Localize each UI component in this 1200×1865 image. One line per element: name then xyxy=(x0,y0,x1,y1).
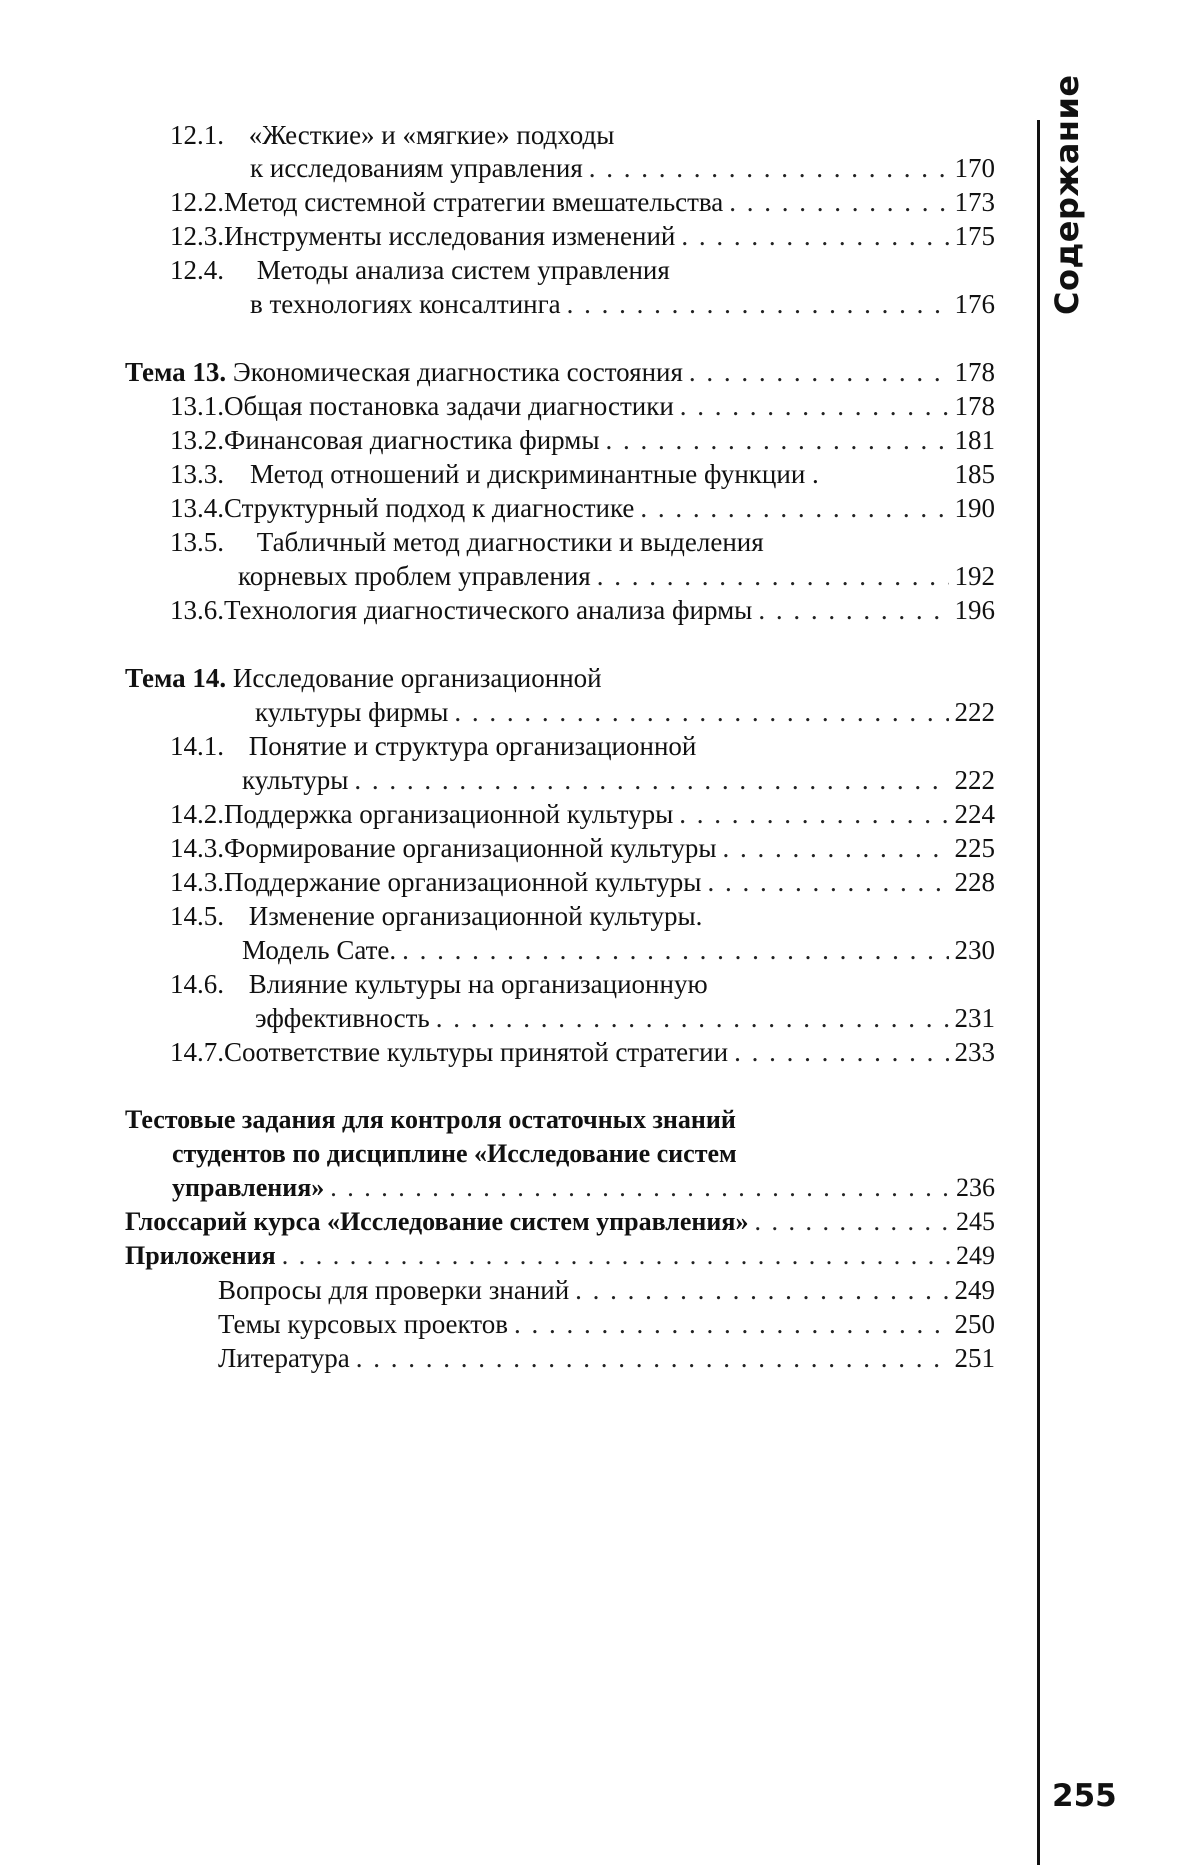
toc-tests[interactable] xyxy=(172,1173,995,1203)
toc-item-12-4[interactable] xyxy=(250,289,995,320)
item-number: 13.3. xyxy=(170,459,224,489)
dot-leader xyxy=(754,1207,950,1237)
toc-item-13-4[interactable] xyxy=(170,493,995,524)
dot-leader xyxy=(734,1037,948,1068)
toc-appendices[interactable] xyxy=(125,1241,995,1271)
dot-leader xyxy=(681,221,948,252)
page-ref: 225 xyxy=(954,833,995,863)
dot-leader xyxy=(575,1275,948,1306)
dot-leader xyxy=(330,1173,950,1203)
item-title: «Жесткие» и «мягкие» подходы xyxy=(248,120,615,150)
dot-leader xyxy=(567,289,949,320)
toc-item-13-5[interactable] xyxy=(238,561,995,592)
toc-glossary[interactable] xyxy=(125,1207,995,1237)
toc-item-14-6-line-1 xyxy=(170,969,708,1000)
page-ref: 249 xyxy=(954,1275,995,1305)
page-ref: 173 xyxy=(954,187,995,217)
dot-leader xyxy=(402,935,948,966)
dot-leader xyxy=(729,187,948,218)
toc-item-14-5[interactable] xyxy=(242,935,995,966)
page-ref: 249 xyxy=(956,1241,995,1270)
item-title: Темы курсовых проектов xyxy=(218,1309,508,1339)
page-number: 255 xyxy=(1052,1778,1117,1814)
item-title: Финансовая диагностика фирмы xyxy=(224,425,600,455)
item-title: Общая постановка задачи диагностики xyxy=(224,391,674,421)
dot-leader xyxy=(454,697,948,728)
dot-leader xyxy=(689,357,949,388)
dot-leader xyxy=(722,833,948,864)
page-ref: 222 xyxy=(954,697,995,727)
item-title: Понятие и структура организационной xyxy=(248,731,697,761)
page-ref: 178 xyxy=(954,391,995,421)
item-title: Структурный подход к диагностике xyxy=(224,493,635,523)
item-number: 12.1. xyxy=(170,120,224,150)
item-number: 14.5. xyxy=(170,901,224,931)
item-title: Поддержание организационной культуры xyxy=(224,867,702,897)
toc-item-12-1-line-1 xyxy=(170,120,614,151)
toc-item-12-3[interactable] xyxy=(170,221,995,252)
toc-item-14-3[interactable] xyxy=(170,833,995,864)
item-title: Вопросы для проверки знаний xyxy=(218,1275,570,1305)
dot-leader xyxy=(597,561,949,592)
item-number: 12.2. xyxy=(170,187,224,217)
page-ref: 231 xyxy=(954,1003,995,1033)
page-ref: 251 xyxy=(954,1343,995,1373)
dot-leader xyxy=(679,799,948,830)
toc-item-13-5-line-1 xyxy=(170,527,764,558)
page-ref: 192 xyxy=(954,561,995,591)
item-number: 14.3. xyxy=(170,833,224,863)
toc-appendix-questions[interactable] xyxy=(218,1275,995,1306)
item-title: Соответствие культуры принятой стратегии xyxy=(224,1037,729,1067)
dot-leader xyxy=(640,493,948,524)
toc-item-14-2[interactable] xyxy=(170,799,995,830)
dot-leader xyxy=(606,425,949,456)
topic-label: Тема 14. xyxy=(125,663,227,693)
side-rule xyxy=(1037,120,1040,1865)
dot-leader xyxy=(436,1003,949,1034)
dot-leader xyxy=(514,1309,949,1340)
item-number: 13.6. xyxy=(170,595,224,625)
page-ref: 181 xyxy=(954,425,995,455)
item-number: 13.1. xyxy=(170,391,224,421)
dot-leader xyxy=(282,1241,950,1271)
item-number: 13.5. xyxy=(170,527,224,557)
toc-item-13-1[interactable] xyxy=(170,391,995,422)
dot-leader xyxy=(356,1343,949,1374)
item-title: Глоссарий курса «Исследование систем управления» xyxy=(125,1207,749,1236)
toc-item-14-5-line-1 xyxy=(170,901,702,932)
item-title: Приложения xyxy=(125,1241,276,1270)
topic-title: Исследование организационной xyxy=(232,663,602,693)
topic-label: Тема 13. xyxy=(125,357,227,387)
page-ref: 233 xyxy=(954,1037,995,1067)
page-ref: 230 xyxy=(954,935,995,965)
dot-leader xyxy=(680,391,949,422)
item-title: к исследованиям управления xyxy=(250,153,583,183)
item-number: 14.2. xyxy=(170,799,224,829)
item-title: Методы анализа систем управления xyxy=(256,255,670,285)
running-header: Содержание xyxy=(1048,74,1086,315)
toc-item-12-1[interactable] xyxy=(250,153,995,184)
item-title: студентов по дисциплине «Исследование систем xyxy=(172,1139,737,1168)
page-ref: 185 xyxy=(954,459,995,489)
toc-tests-line-2 xyxy=(172,1139,737,1169)
item-title: в технологиях консалтинга xyxy=(250,289,561,319)
toc-appendix-literature[interactable] xyxy=(218,1343,995,1374)
item-title: Тестовые задания для контроля остаточных знаний xyxy=(125,1105,736,1134)
topic-title: Экономическая диагностика состояния xyxy=(232,357,683,387)
item-number: 14.6. xyxy=(170,969,224,999)
page-ref: 222 xyxy=(954,765,995,795)
toc-item-13-6[interactable] xyxy=(170,595,995,626)
item-title: Инструменты исследования изменений xyxy=(224,221,676,251)
item-title: Формирование организационной культуры xyxy=(224,833,717,863)
item-title: корневых проблем управления xyxy=(238,561,591,591)
toc-item-14-4[interactable] xyxy=(170,867,995,898)
toc-item-14-1[interactable] xyxy=(242,765,995,796)
item-number: 14.3. xyxy=(170,867,224,897)
dot-leader xyxy=(589,153,949,184)
item-title: Технология диагностического анализа фирмы xyxy=(224,595,753,625)
page-ref: 178 xyxy=(954,357,995,387)
toc-item-14-1-line-1 xyxy=(170,731,696,762)
item-number: 12.4. xyxy=(170,255,224,285)
item-title: культуры xyxy=(242,765,349,795)
page-ref: 190 xyxy=(954,493,995,523)
page-ref: 224 xyxy=(954,799,995,829)
dot-leader xyxy=(758,595,948,626)
item-number: 14.1. xyxy=(170,731,224,761)
item-title: управления» xyxy=(172,1173,325,1202)
toc-item-14-6[interactable] xyxy=(255,1003,995,1034)
dot-leader xyxy=(707,867,948,898)
item-title: Изменение организационной культуры. xyxy=(248,901,703,931)
item-number: 13.4. xyxy=(170,493,224,523)
page-ref: 228 xyxy=(954,867,995,897)
page-ref: 245 xyxy=(956,1207,995,1236)
page-ref: 170 xyxy=(954,153,995,183)
item-title: эффективность xyxy=(255,1003,430,1033)
item-number: 12.3. xyxy=(170,221,224,251)
item-title: Модель Сате. xyxy=(242,935,397,965)
toc-item-13-2[interactable] xyxy=(170,425,995,456)
topic-title: культуры фирмы xyxy=(255,697,449,727)
toc-item-12-2[interactable] xyxy=(170,187,995,218)
page-ref: 196 xyxy=(954,595,995,625)
toc-tests-line-1 xyxy=(125,1105,736,1135)
toc-item-14-7[interactable] xyxy=(170,1037,995,1068)
item-title: Влияние культуры на организационную xyxy=(248,969,708,999)
item-title: Метод отношений и дискриминантные функции . xyxy=(250,459,819,489)
toc-topic-14-line-1 xyxy=(125,663,602,694)
item-title: Табличный метод диагностики и выделения xyxy=(256,527,764,557)
page-ref: 175 xyxy=(954,221,995,251)
toc-appendix-projects[interactable] xyxy=(218,1309,995,1340)
item-title: Метод системной стратегии вмешательства xyxy=(224,187,724,217)
toc-topic-14[interactable] xyxy=(255,697,995,728)
item-title: Литература xyxy=(218,1343,350,1373)
toc-item-13-3[interactable] xyxy=(170,459,995,490)
dot-leader xyxy=(354,765,948,796)
page-ref: 250 xyxy=(954,1309,995,1339)
item-title: Поддержка организационной культуры xyxy=(224,799,674,829)
toc-topic-13[interactable] xyxy=(125,357,995,388)
item-number: 13.2. xyxy=(170,425,224,455)
toc-item-12-4-line-1 xyxy=(170,255,670,286)
page-ref: 176 xyxy=(954,289,995,319)
page-ref: 236 xyxy=(956,1173,995,1202)
item-number: 14.7. xyxy=(170,1037,224,1067)
